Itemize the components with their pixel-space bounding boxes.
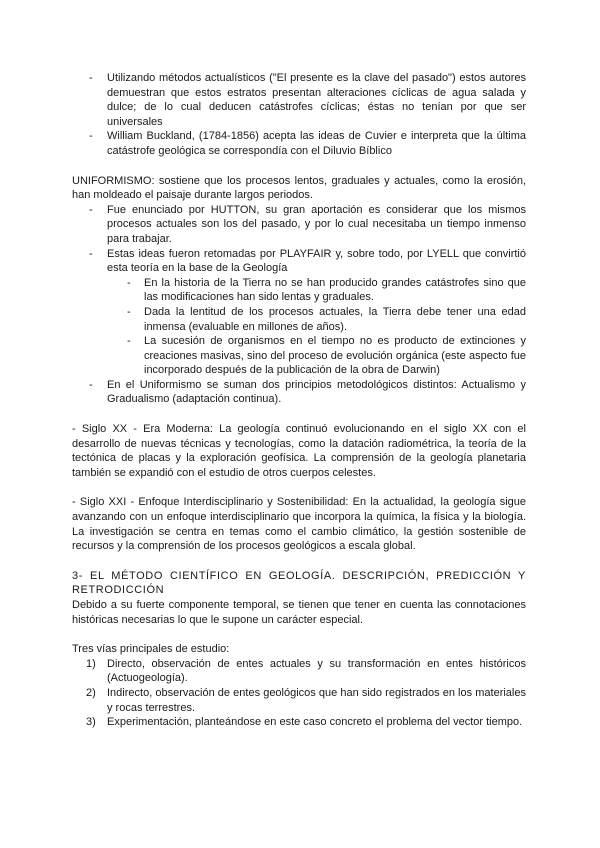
list-item xyxy=(72,247,526,276)
bullet-marker: - xyxy=(89,130,93,143)
list-item xyxy=(72,129,526,158)
numbered-item xyxy=(72,657,526,686)
item-number: 3) xyxy=(86,716,96,729)
sub-list-item xyxy=(72,276,526,305)
bullet-marker: - xyxy=(127,305,131,318)
bullet-text: Estas ideas fueron retomadas por PLAYFAIR y, sobre todo, por LYELL que convirtió esta teoría en la base de la Geología xyxy=(107,247,526,275)
numbered-item xyxy=(72,715,526,730)
bullet-text: En la historia de la Tierra no se han producido grandes catástrofes sino que las modificaciones han sido lentas y graduales. xyxy=(144,276,526,304)
list-item xyxy=(72,71,526,129)
bullet-marker: - xyxy=(89,378,93,391)
siglo-xx-paragraph: - Siglo XX - Era Moderna: La geología continuó evolucionando en el siglo XX con el desarrollo de nuevas técnicas y tecnologías, como la datación radiométrica, la teoría de la tectónica de placas y la exploración geofísica. La comprensión de la geología planetaria también se expandió con el estudio de otros cuerpos celestes. xyxy=(72,423,526,479)
bullet-text: Dada la lentitud de los procesos actuales, la Tierra debe tener una edad inmensa (evaluable en millones de años). xyxy=(144,305,526,333)
item-number: 1) xyxy=(86,657,96,670)
sub-list-item xyxy=(72,334,526,378)
bullet-marker: - xyxy=(89,72,93,84)
document-page xyxy=(72,71,526,730)
bullet-text: Utilizando métodos actualísticos ("El presente es la clave del pasado") estos autores demuestran que estos estratos presentan alteraciones cíclicas de agua salada y dulce; de lo cual deducen catástrofes cíclicas; éstas no tenían por que ser universales xyxy=(107,72,526,128)
item-text: Directo, observación de entes actuales y su transformación en entes históricos (Actuogeología). xyxy=(107,657,526,685)
bullet-text: William Buckland, (1784-1856) acepta las ideas de Cuvier e interpreta que la última catástrofe geológica se correspondía con el Diluvio Bíblico xyxy=(107,130,526,157)
bullet-text: La sucesión de organismos en el tiempo no es producto de extinciones y creaciones masivas, sino del proceso de evolución orgánica (este aspecto fue incorporado después de la publicación de la obra de Darwin) xyxy=(144,335,526,377)
item-text: Experimentación, planteándose en este caso concreto el problema del vector tiempo. xyxy=(107,716,523,729)
bullet-text: En el Uniformismo se suman dos principios metodológicos distintos: Actualismo y Gradualismo (adaptación continua). xyxy=(107,378,526,406)
section-intro: Debido a su fuerte componente temporal, se tienen que tener en cuenta las connotaciones históricas necesarias lo que le supone un carácter especial. xyxy=(72,599,526,626)
list-intro: Tres vías principales de estudio: xyxy=(72,643,230,656)
list-item xyxy=(72,378,526,407)
list-item xyxy=(72,203,526,247)
bullet-marker: - xyxy=(89,247,93,260)
uniformismo-intro: UNIFORMISMO: sostiene que los procesos lentos, graduales y actuales, como la erosión, han moldeado el paisaje durante largos periodos. xyxy=(72,174,526,202)
bullet-marker: - xyxy=(127,335,131,348)
numbered-item xyxy=(72,686,526,715)
section-heading: 3- EL MÉTODO CIENTÍFICO EN GEOLOGÍA. DESCRIPCIÓN, PREDICCIÓN Y RETRODICCIÓN xyxy=(72,569,526,597)
siglo-xxi-paragraph: - Siglo XXI - Enfoque Interdisciplinario y Sostenibilidad: En la actualidad, la geología sigue avanzando con un enfoque interdisciplinario que incorpora la química, la física y la biología. La investigación se centra en temas como el cambio climático, la gestión sostenible de recursos y la comprensión de los procesos geológicos a escala global. xyxy=(72,496,526,553)
item-number: 2) xyxy=(86,686,96,699)
bullet-marker: - xyxy=(89,203,93,216)
sub-list-item xyxy=(72,305,526,334)
bullet-marker: - xyxy=(127,276,131,289)
item-text: Indirecto, observación de entes geológicos que han sido registrados en los materiales y rocas terrestres. xyxy=(107,686,526,714)
bullet-text: Fue enunciado por HUTTON, su gran aportación es considerar que los mismos procesos actuales son los del pasado, y por lo cual necesitaba un tiempo inmenso para trabajar. xyxy=(107,203,526,245)
